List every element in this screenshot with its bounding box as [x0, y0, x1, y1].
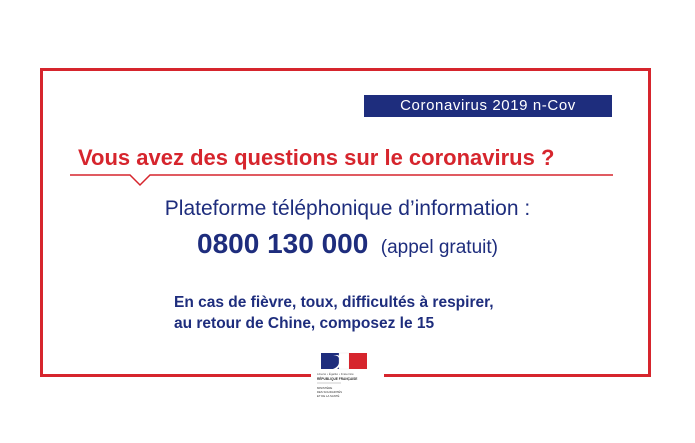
- ministry-logo: [311, 350, 384, 408]
- advice-line-1: En cas de fièvre, toux, difficultés à respirer,: [174, 294, 494, 311]
- headline-question: Vous avez des questions sur le coronavirus ?: [78, 145, 555, 170]
- topic-tag: Coronavirus 2019 n-Cov: [364, 95, 612, 117]
- logo-ministry-3: ET DE LA SANTÉ: [317, 394, 340, 398]
- logo-republic: RÉPUBLIQUE FRANÇAISE: [317, 377, 358, 381]
- logo-ministry-1: MINISTÈRE: [317, 386, 333, 390]
- phone-number: 0800 130 000: [197, 228, 369, 259]
- advice-text: [174, 292, 574, 334]
- logo-motto: Liberté • Égalité • Fraternité: [317, 372, 354, 376]
- logo-ministry-2: DES SOLIDARITÉS: [317, 390, 343, 394]
- free-call-note: (appel gratuit): [380, 237, 498, 258]
- marianne-flag-icon: [311, 350, 384, 408]
- phone-line: [0, 228, 695, 260]
- platform-label: Plateforme téléphonique d’information :: [164, 197, 531, 220]
- advice-line-2: au retour de Chine, composez le 15: [174, 315, 435, 332]
